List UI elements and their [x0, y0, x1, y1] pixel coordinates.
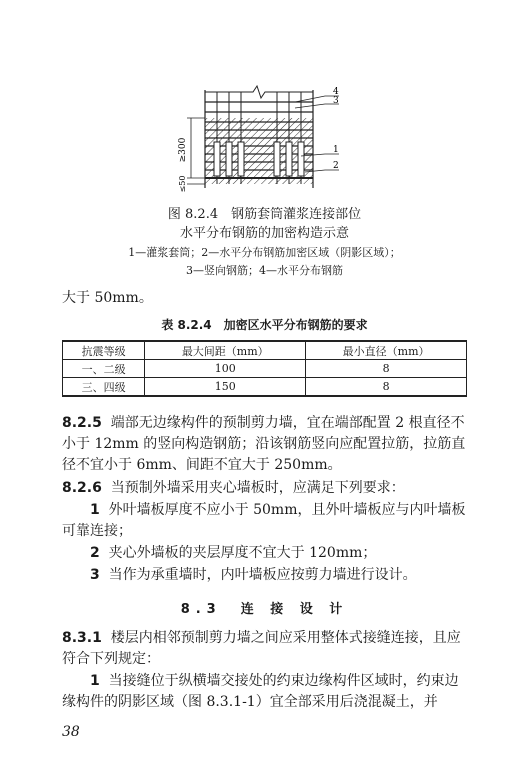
clause-8-3-1-item-1 [62, 671, 467, 713]
clause-text: 楼层内相邻预制剪力墙之间应采用整体式接缝连接，且应符合下列规定： [62, 630, 461, 667]
table-cell: 100 [145, 360, 306, 378]
item-number: 2 [90, 545, 100, 561]
table-header-cell: 最小直径（mm） [306, 341, 467, 360]
item-number: 1 [90, 502, 100, 518]
requirements-table [62, 340, 467, 397]
table-cell: 8 [306, 360, 467, 378]
clause-item-3 [62, 565, 467, 586]
item-text: 外叶墙板厚度不应小于 50mm，且外叶墙板应与内叶墙板可靠连接； [62, 502, 466, 539]
figure-legend-line1: 1—灌浆套筒；2—水平分布钢筋加密区域（阴影区域）； [128, 246, 401, 259]
clause-number: 8.2.6 [62, 480, 102, 496]
figure-8-2-4-diagram [165, 82, 350, 192]
dim-lower-label: ≤50 [178, 175, 187, 192]
text-before-table: 大于 50mm。 [62, 290, 153, 306]
callout-1: 1 [333, 145, 339, 155]
figure-caption-line1: 图 8.2.4 钢筋套筒灌浆连接部位 [167, 207, 362, 222]
clause-8-2-5 [62, 413, 467, 476]
table-cell: 8 [306, 378, 467, 397]
item-text: 夹心外墙板的夹层厚度不宜大于 120mm； [108, 545, 377, 561]
item-text: 当作为承重墙时，内叶墙板应按剪力墙进行设计。 [108, 567, 417, 583]
item-number: 3 [90, 567, 100, 583]
dim-upper-label: ≥300 [178, 137, 188, 163]
clause-item-2 [62, 543, 467, 564]
figure-caption-line2: 水平分布钢筋的加密构造示意 [179, 226, 349, 241]
page-number: 38 [62, 724, 80, 740]
item-text: 当接缝位于纵横墙交接处的约束边缘构件区域时，约束边缘构件的阴影区域（图 8.3.1-1）宜全部采用后浇混凝土，并 [62, 673, 459, 710]
clause-number: 8.2.5 [62, 415, 102, 431]
figure-legend-line2: 3—竖向钢筋；4—水平分布钢筋 [186, 264, 343, 277]
table-row [63, 378, 467, 397]
clause-item-1 [62, 500, 467, 542]
section-title-8-3: 8.3 连 接 设 计 [180, 602, 349, 617]
table-cell: 一、二级 [63, 360, 145, 378]
table-header-row [63, 341, 467, 360]
hatched-zone [205, 118, 313, 184]
table-row [63, 360, 467, 378]
table-title: 表 8.2.4 加密区水平分布钢筋的要求 [161, 318, 368, 332]
item-number: 1 [90, 673, 100, 689]
clause-text: 端部无边缘构件的预制剪力墙，宜在端部配置 2 根直径不小于 12mm 的竖向构造钢筋；沿该钢筋竖向应配置拉筋，拉筋直径不宜小于 6mm、间距不宜大于 250mm。 [62, 415, 466, 473]
callout-2: 2 [333, 161, 339, 171]
table-header-cell: 抗震等级 [63, 341, 145, 360]
table-cell: 三、四级 [63, 378, 145, 397]
clause-8-3-1 [62, 628, 467, 670]
clause-text: 当预制外墙采用夹心墙板时，应满足下列要求： [110, 480, 405, 496]
callout-3: 3 [333, 96, 339, 106]
clause-8-2-6 [62, 478, 467, 499]
table-header-cell: 最大间距（mm） [145, 341, 306, 360]
table-cell: 150 [145, 378, 306, 397]
clause-number: 8.3.1 [62, 630, 102, 646]
callout-4: 4 [333, 87, 339, 97]
